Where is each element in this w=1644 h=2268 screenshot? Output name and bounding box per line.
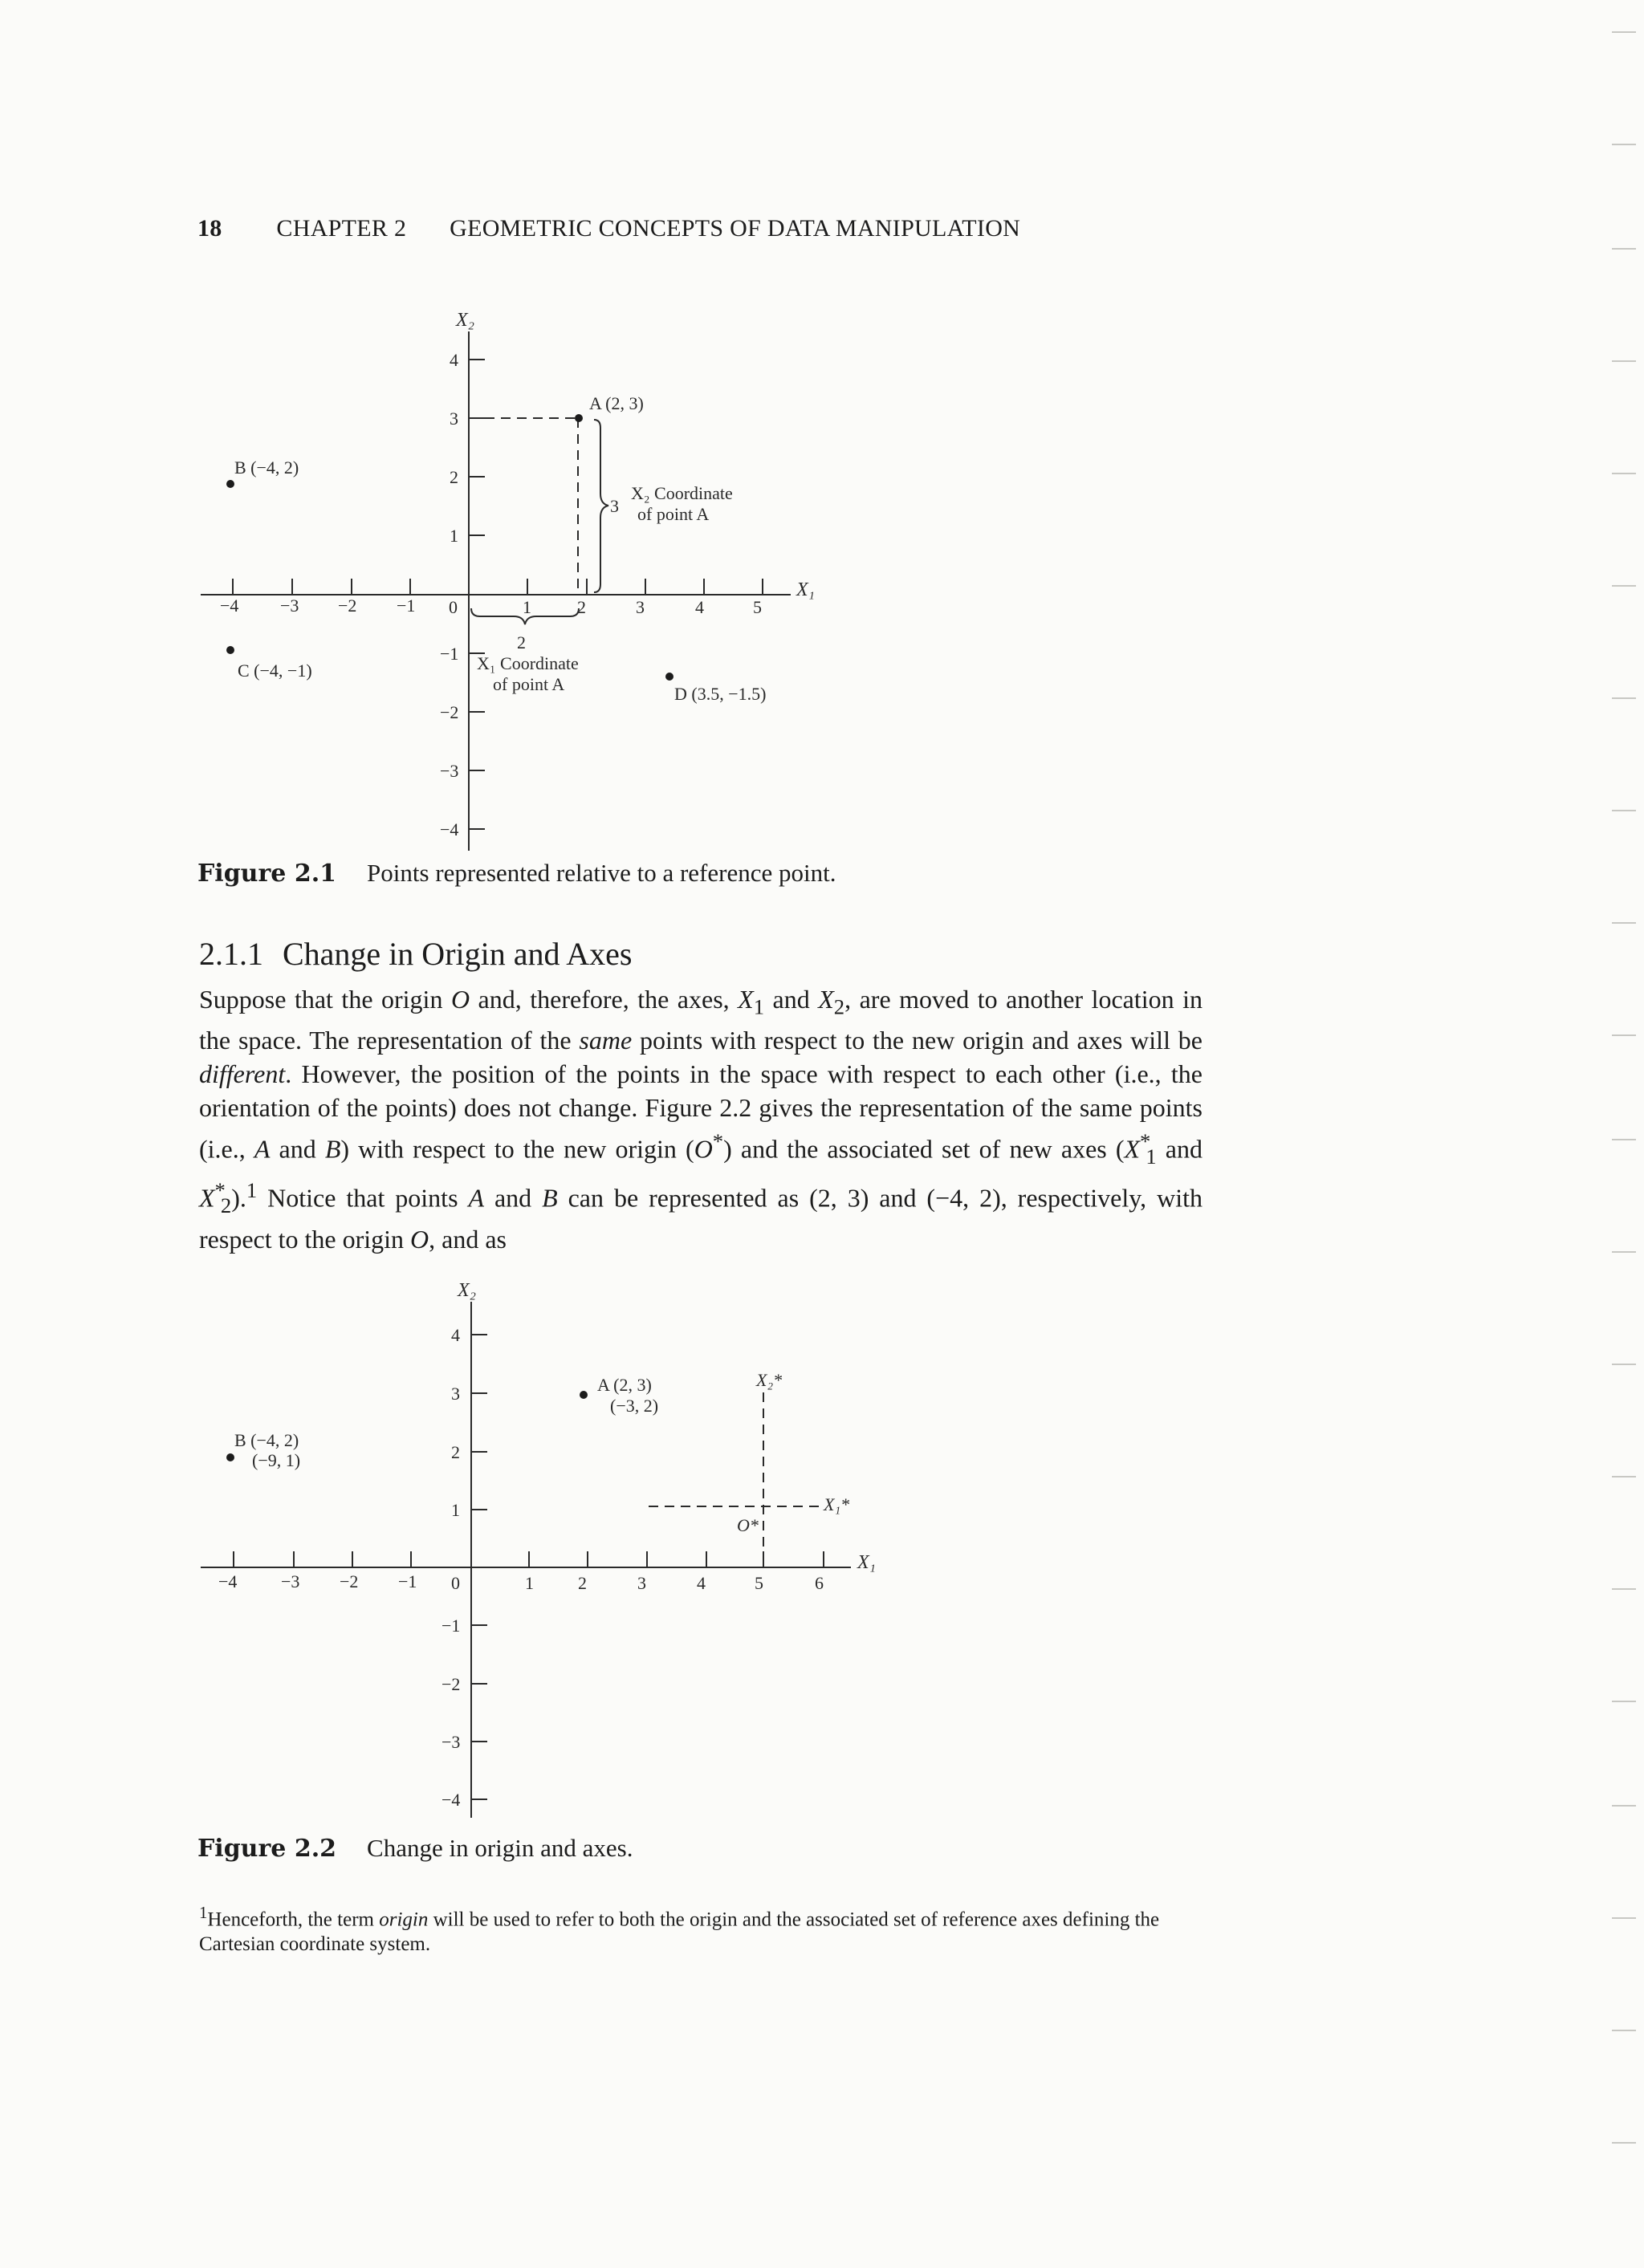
fig1-point-a xyxy=(575,414,583,422)
fig2-xtick-label: −1 xyxy=(398,1571,417,1591)
fig2-point-a-label2: (−3, 2) xyxy=(610,1396,659,1416)
caption-text: Change in origin and axes. xyxy=(367,1834,633,1862)
fig2-point-b-label: B (−4, 2) xyxy=(234,1430,299,1450)
fig1-xtick-label: 3 xyxy=(636,597,645,617)
figure-2-1 xyxy=(0,0,883,859)
fig1-xtick-label: 0 xyxy=(449,597,458,617)
fig1-brace-x1-value: 2 xyxy=(517,632,526,652)
fig1-brace-x1-line1: X₁ Coordinate xyxy=(477,653,579,673)
body-paragraph xyxy=(199,982,1202,1256)
fig1-brace-x1-line2: of point A xyxy=(493,674,565,694)
caption-text: Points represented relative to a reference point. xyxy=(367,859,836,887)
footnote-ref: 1 xyxy=(246,1178,258,1203)
fig1-point-c xyxy=(226,646,234,654)
fig1-brace-x2-line1: X₂ Coordinate xyxy=(631,483,733,503)
figure-2-2-caption xyxy=(197,1834,633,1863)
fig1-ytick-label: −2 xyxy=(440,702,459,722)
section-number: 2.1.1 xyxy=(199,936,263,972)
footnote-mark: 1 xyxy=(199,1903,208,1922)
fig1-y-axis-label: X₂ xyxy=(456,310,475,331)
fig1-xtick-label: 4 xyxy=(695,597,704,617)
fig1-ytick-label: 1 xyxy=(450,526,458,546)
paragraph-text: Suppose that the origin O and, therefore, the axes, $X_1$ and $X_2$, are moved to another location in the space. The representation of the same points with respect to the new origin and axes will be different. However, the position of the points in the space with respect to each other (i.e., the orientation of the points) does not change. Figure 2.2 gives the representation of the same points (i.e., A and B) with respect to the new origin (O*) and the associated set of new axes ($X^*_1$ and $X^*_2).^1$ Notice that points A and B can be represented as (2, 3) and (−4, 2), respectively, with respect to the origin O, and as xyxy=(199,985,1203,1254)
fig1-xtick-label: 1 xyxy=(523,597,531,617)
fig2-xtick-label: 0 xyxy=(451,1573,460,1593)
fig2-ytick-label: −1 xyxy=(442,1616,461,1636)
fig1-xtick-label: −3 xyxy=(280,595,299,616)
fig1-ytick-label: 2 xyxy=(450,467,458,487)
fig1-brace-x2-line2: of point A xyxy=(637,504,710,524)
fig1-point-d-label: D (3.5, −1.5) xyxy=(674,684,767,704)
chapter-label: CHAPTER 2 xyxy=(276,215,407,242)
chapter-title: GEOMETRIC CONCEPTS OF DATA MANIPULATION xyxy=(450,215,1021,242)
figure-2-1-caption xyxy=(197,859,836,888)
fig2-point-b xyxy=(226,1453,234,1461)
fig2-ytick-label: 2 xyxy=(451,1442,460,1462)
fig1-xtick-label: −2 xyxy=(338,595,357,616)
fig1-brace-x2-value: 3 xyxy=(610,496,619,516)
fig2-new-y-axis-label: X₂* xyxy=(756,1370,783,1390)
fig2-xtick-label: 2 xyxy=(578,1573,587,1593)
fig2-xtick-label: 6 xyxy=(815,1573,824,1593)
fig1-ytick-label: −3 xyxy=(440,761,459,781)
fig1-point-a-label: A (2, 3) xyxy=(589,393,644,413)
fig1-xtick-label: −4 xyxy=(220,595,239,616)
fig1-point-b-label: B (−4, 2) xyxy=(234,457,299,478)
fig2-ytick-label: −3 xyxy=(442,1732,461,1752)
fig2-xtick-label: −3 xyxy=(281,1571,300,1591)
fig2-ytick-label: 3 xyxy=(451,1384,460,1404)
fig1-brace-x2 xyxy=(594,420,608,592)
fig2-y-axis-label: X₂ xyxy=(458,1280,477,1301)
fig1-ytick-label: −1 xyxy=(440,644,459,664)
fig2-point-a xyxy=(580,1391,588,1399)
fig2-ytick-label: 1 xyxy=(451,1500,460,1520)
fig2-xtick-label: 5 xyxy=(755,1573,763,1593)
fig2-ytick-label: −2 xyxy=(442,1674,461,1694)
fig2-xtick-label: −2 xyxy=(340,1571,359,1591)
fig2-xtick-label: −4 xyxy=(218,1571,238,1591)
footnote: $^1$Henceforth, the term origin will be used to refer to both the origin and the associated set of reference axes defining the Cartesian coordinate system. xyxy=(199,1903,1160,1956)
fig1-xtick-label: −1 xyxy=(397,595,416,616)
margin-scan-marks xyxy=(1596,0,1644,2268)
fig2-ytick-label: 4 xyxy=(451,1325,460,1345)
fig2-point-a-label: A (2, 3) xyxy=(597,1375,652,1395)
fig1-x-axis-label: X₁ xyxy=(796,579,816,600)
fig1-point-d xyxy=(665,673,673,681)
fig2-point-b-label2: (−9, 1) xyxy=(252,1450,301,1470)
page-number: 18 xyxy=(197,215,222,242)
fig1-point-c-label: C (−4, −1) xyxy=(238,660,312,681)
fig2-ytick-label: −4 xyxy=(442,1790,461,1810)
section-heading xyxy=(199,935,633,973)
fig2-new-origin-label: O* xyxy=(737,1515,759,1535)
fig2-new-x-axis-label: X₁* xyxy=(824,1494,850,1514)
caption-number: Figure 2.2 xyxy=(197,1835,337,1863)
fig1-point-b xyxy=(226,480,234,488)
fig2-xtick-label: 4 xyxy=(697,1573,706,1593)
caption-number: Figure 2.1 xyxy=(197,860,337,888)
fig1-xtick-label: 5 xyxy=(753,597,762,617)
section-title: Change in Origin and Axes xyxy=(283,936,633,972)
figure-2-2 xyxy=(0,1252,923,1822)
fig2-xtick-label: 3 xyxy=(637,1573,646,1593)
fig1-ytick-label: 3 xyxy=(450,408,458,429)
fig2-x-axis-label: X₁ xyxy=(857,1552,877,1573)
fig1-xtick-label: 2 xyxy=(577,597,586,617)
fig1-ytick-label: 4 xyxy=(450,350,458,370)
fig2-xtick-label: 1 xyxy=(525,1573,534,1593)
fig1-ytick-label: −4 xyxy=(440,819,459,839)
